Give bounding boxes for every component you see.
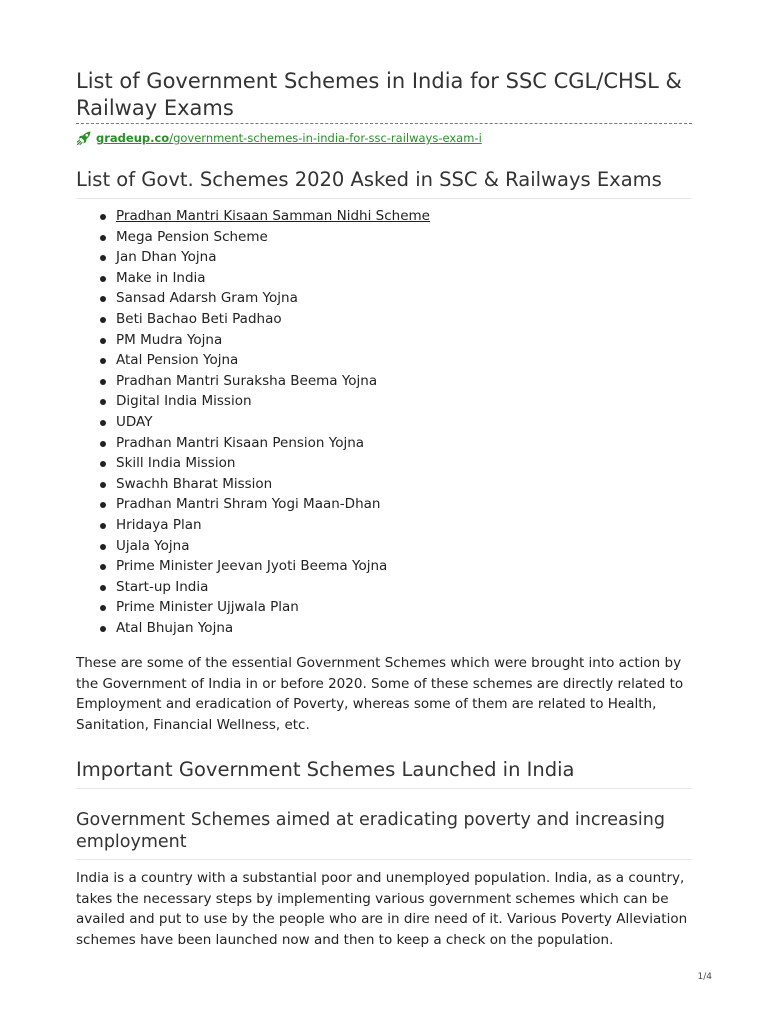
list-item: PM Mudra Yojna [76, 330, 430, 351]
schemes-list [76, 206, 430, 638]
list-item: Atal Bhujan Yojna [76, 618, 430, 639]
title-divider [76, 123, 692, 124]
list-item: UDAY [76, 412, 430, 433]
list-item: Mega Pension Scheme [76, 227, 430, 248]
list-item: Atal Pension Yojna [76, 350, 430, 371]
list-item: Pradhan Mantri Kisaan Pension Yojna [76, 433, 430, 454]
list-item: Jan Dhan Yojna [76, 247, 430, 268]
list-item: Beti Bachao Beti Padhao [76, 309, 430, 330]
list-item: Digital India Mission [76, 391, 430, 412]
list-item: Sansad Adarsh Gram Yojna [76, 288, 430, 309]
list-item: Prime Minister Jeevan Jyoti Beema Yojna [76, 556, 430, 577]
list-item[interactable] [76, 206, 430, 227]
list-item: Skill India Mission [76, 453, 430, 474]
list-item: Make in India [76, 268, 430, 289]
list-item: Start-up India [76, 577, 430, 598]
rocket-icon [76, 130, 92, 146]
section-heading-important-schemes: Important Government Schemes Launched in India [76, 758, 692, 789]
source-link[interactable] [76, 130, 482, 146]
list-item: Hridaya Plan [76, 515, 430, 536]
source-domain[interactable]: gradeup.co [96, 131, 170, 145]
subsection-heading-poverty-employment: Government Schemes aimed at eradicating poverty and increasing employment [76, 809, 692, 860]
list-item: Swachh Bharat Mission [76, 474, 430, 495]
page-title: List of Government Schemes in India for SSC CGL/CHSL & Railway Exams [76, 69, 682, 120]
poverty-paragraph: India is a country with a substantial poor and unemployed population. India, as a country, takes the necessary steps by implementing various government schemes which can be availed and put to use by the people who are in dire need of it. Various Poverty Alleviation schemes have been launched now and then to keep a check on the population. [76, 870, 688, 948]
scheme-link[interactable]: Pradhan Mantri Kisaan Samman Nidhi Scheme [116, 208, 430, 224]
list-item: Prime Minister Ujjwala Plan [76, 597, 430, 618]
intro-paragraph: These are some of the essential Government Schemes which were brought into action by the Government of India in or before 2020. Some of these schemes are directly related to Employment and eradication of Poverty, whereas some of them are related to Health, Sanitation, Financial Wellness, etc. [76, 655, 684, 733]
page-number: 1/4 [697, 972, 712, 982]
list-item: Pradhan Mantri Shram Yogi Maan-Dhan [76, 494, 430, 515]
source-path[interactable]: /government-schemes-in-india-for-ssc-railways-exam-i [169, 131, 482, 145]
list-item: Ujala Yojna [76, 536, 430, 557]
list-item: Pradhan Mantri Suraksha Beema Yojna [76, 371, 430, 392]
section-heading-schemes-list: List of Govt. Schemes 2020 Asked in SSC & Railways Exams [76, 168, 692, 199]
